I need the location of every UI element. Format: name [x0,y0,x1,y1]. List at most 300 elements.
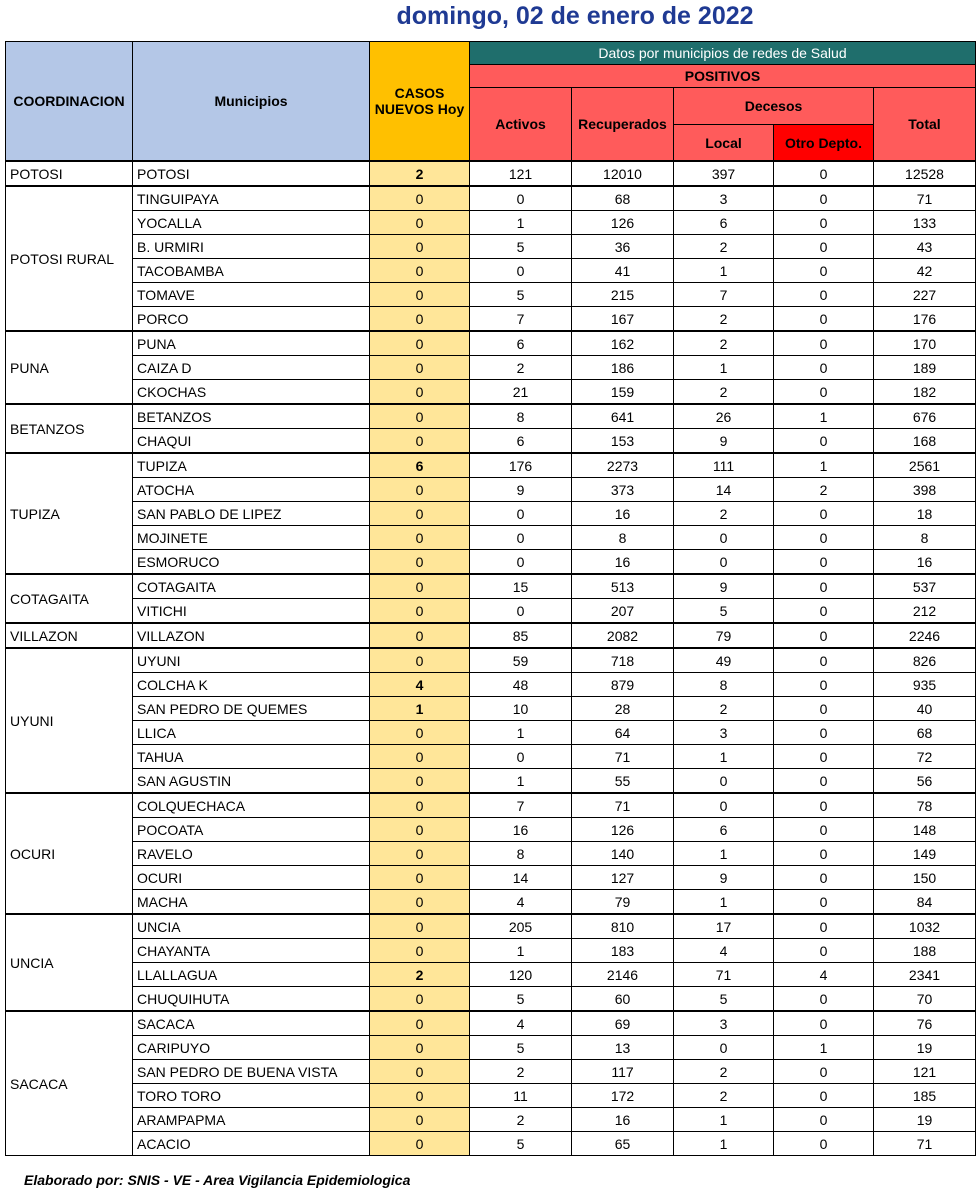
decesos-otro-cell: 0 [774,380,874,405]
decesos-otro-cell: 0 [774,1132,874,1156]
decesos-otro-cell: 0 [774,1011,874,1036]
total-cell: 84 [874,890,976,915]
total-cell: 188 [874,939,976,963]
recuperados-cell: 16 [572,550,674,575]
municipio-cell: YOCALLA [133,211,370,235]
total-cell: 168 [874,429,976,454]
municipio-cell: VITICHI [133,599,370,624]
municipio-cell: CHAYANTA [133,939,370,963]
table-row [6,380,976,405]
decesos-otro-cell: 0 [774,648,874,673]
activos-cell: 85 [470,623,572,648]
casos-nuevos-cell: 0 [370,721,470,745]
municipio-cell: SAN PEDRO DE BUENA VISTA [133,1060,370,1084]
decesos-local-cell: 0 [674,550,774,575]
municipio-cell: SACACA [133,1011,370,1036]
casos-nuevos-cell: 0 [370,745,470,769]
casos-nuevos-cell: 0 [370,550,470,575]
total-cell: 78 [874,793,976,818]
decesos-local-cell: 2 [674,502,774,526]
activos-cell: 11 [470,1084,572,1108]
recuperados-cell: 167 [572,307,674,332]
decesos-local-cell: 7 [674,283,774,307]
table-row [6,623,976,648]
recuperados-cell: 810 [572,914,674,939]
decesos-local-cell: 4 [674,939,774,963]
total-cell: 43 [874,235,976,259]
decesos-local-cell: 1 [674,259,774,283]
casos-nuevos-cell: 0 [370,356,470,380]
municipio-cell: ESMORUCO [133,550,370,575]
activos-cell: 8 [470,404,572,429]
municipio-cell: UYUNI [133,648,370,673]
casos-nuevos-cell: 0 [370,599,470,624]
activos-cell: 1 [470,721,572,745]
decesos-otro-cell: 1 [774,453,874,478]
table-row [6,793,976,818]
table-row [6,866,976,890]
table-row [6,769,976,794]
casos-nuevos-cell: 0 [370,866,470,890]
casos-nuevos-cell: 0 [370,235,470,259]
decesos-otro-cell: 0 [774,599,874,624]
activos-cell: 121 [470,161,572,186]
activos-cell: 1 [470,939,572,963]
recuperados-cell: 641 [572,404,674,429]
decesos-local-cell: 2 [674,1060,774,1084]
casos-nuevos-cell: 6 [370,453,470,478]
municipio-cell: POCOATA [133,818,370,842]
recuperados-cell: 71 [572,793,674,818]
total-cell: 40 [874,697,976,721]
decesos-otro-cell: 0 [774,987,874,1012]
casos-nuevos-cell: 0 [370,1036,470,1060]
coordinacion-cell: UNCIA [6,914,133,1011]
decesos-local-cell: 8 [674,673,774,697]
casos-nuevos-cell: 0 [370,404,470,429]
recuperados-cell: 79 [572,890,674,915]
decesos-local-cell: 9 [674,574,774,599]
municipio-cell: SAN PABLO DE LIPEZ [133,502,370,526]
total-cell: 149 [874,842,976,866]
header-datos: Datos por municipios de redes de Salud [470,42,976,65]
total-cell: 19 [874,1036,976,1060]
decesos-local-cell: 2 [674,1084,774,1108]
municipio-cell: LLALLAGUA [133,963,370,987]
municipio-cell: CHAQUI [133,429,370,454]
activos-cell: 2 [470,356,572,380]
casos-nuevos-cell: 0 [370,1132,470,1156]
recuperados-cell: 71 [572,745,674,769]
page-title: domingo, 02 de enero de 2022 [396,2,754,30]
table-row [6,1036,976,1060]
table-row [6,502,976,526]
decesos-otro-cell: 4 [774,963,874,987]
municipio-cell: MOJINETE [133,526,370,550]
casos-nuevos-cell: 0 [370,307,470,332]
activos-cell: 0 [470,526,572,550]
casos-nuevos-cell: 0 [370,1060,470,1084]
activos-cell: 48 [470,673,572,697]
municipio-cell: COLQUECHACA [133,793,370,818]
activos-cell: 0 [470,550,572,575]
recuperados-cell: 127 [572,866,674,890]
decesos-local-cell: 26 [674,404,774,429]
recuperados-cell: 65 [572,1132,674,1156]
recuperados-cell: 55 [572,769,674,794]
recuperados-cell: 12010 [572,161,674,186]
total-cell: 16 [874,550,976,575]
table-row [6,1060,976,1084]
recuperados-cell: 41 [572,259,674,283]
municipio-cell: CARIPUYO [133,1036,370,1060]
activos-cell: 0 [470,259,572,283]
casos-nuevos-cell: 0 [370,186,470,211]
decesos-otro-cell: 0 [774,745,874,769]
recuperados-cell: 28 [572,697,674,721]
coordinacion-cell: BETANZOS [6,404,133,453]
activos-cell: 0 [470,599,572,624]
coordinacion-cell: COTAGAITA [6,574,133,623]
total-cell: 826 [874,648,976,673]
decesos-otro-cell: 0 [774,211,874,235]
municipio-cell: TOMAVE [133,283,370,307]
casos-nuevos-cell: 1 [370,697,470,721]
decesos-otro-cell: 0 [774,673,874,697]
table-row [6,818,976,842]
coordinacion-cell: POTOSI [6,161,133,186]
decesos-otro-cell: 0 [774,550,874,575]
recuperados-cell: 172 [572,1084,674,1108]
activos-cell: 1 [470,211,572,235]
recuperados-cell: 60 [572,987,674,1012]
activos-cell: 5 [470,1036,572,1060]
casos-nuevos-cell: 0 [370,793,470,818]
recuperados-cell: 373 [572,478,674,502]
casos-nuevos-cell: 0 [370,623,470,648]
recuperados-cell: 64 [572,721,674,745]
casos-nuevos-cell: 2 [370,963,470,987]
table-row [6,745,976,769]
header-total: Total [874,88,976,162]
decesos-otro-cell: 0 [774,283,874,307]
activos-cell: 176 [470,453,572,478]
total-cell: 70 [874,987,976,1012]
table-row [6,963,976,987]
table-row [6,186,976,211]
total-cell: 148 [874,818,976,842]
municipio-cell: COLCHA K [133,673,370,697]
decesos-otro-cell: 0 [774,939,874,963]
recuperados-cell: 2082 [572,623,674,648]
decesos-otro-cell: 0 [774,331,874,356]
decesos-otro-cell: 0 [774,623,874,648]
municipio-cell: ATOCHA [133,478,370,502]
municipio-cell: TUPIZA [133,453,370,478]
activos-cell: 5 [470,987,572,1012]
decesos-local-cell: 14 [674,478,774,502]
decesos-otro-cell: 0 [774,429,874,454]
total-cell: 71 [874,186,976,211]
table-row [6,478,976,502]
decesos-local-cell: 17 [674,914,774,939]
municipio-cell: CKOCHAS [133,380,370,405]
table-row [6,550,976,575]
municipio-cell: CHUQUIHUTA [133,987,370,1012]
total-cell: 76 [874,1011,976,1036]
decesos-otro-cell: 0 [774,890,874,915]
coordinacion-cell: VILLAZON [6,623,133,648]
total-cell: 121 [874,1060,976,1084]
decesos-otro-cell: 0 [774,259,874,283]
total-cell: 176 [874,307,976,332]
decesos-local-cell: 111 [674,453,774,478]
activos-cell: 1 [470,769,572,794]
header-decesos: Decesos [674,88,874,125]
total-cell: 72 [874,745,976,769]
recuperados-cell: 126 [572,211,674,235]
recuperados-cell: 183 [572,939,674,963]
coordinacion-cell: POTOSI RURAL [6,186,133,331]
decesos-local-cell: 5 [674,987,774,1012]
municipio-cell: UNCIA [133,914,370,939]
table-row [6,939,976,963]
header-municipios: Municipios [133,42,370,162]
casos-nuevos-cell: 0 [370,478,470,502]
table-row [6,697,976,721]
decesos-local-cell: 0 [674,793,774,818]
decesos-otro-cell: 0 [774,526,874,550]
activos-cell: 16 [470,818,572,842]
decesos-local-cell: 9 [674,429,774,454]
recuperados-cell: 13 [572,1036,674,1060]
decesos-local-cell: 1 [674,1132,774,1156]
recuperados-cell: 153 [572,429,674,454]
decesos-local-cell: 71 [674,963,774,987]
decesos-local-cell: 0 [674,526,774,550]
table-body [6,161,976,1156]
coordinacion-cell: UYUNI [6,648,133,793]
municipio-cell: B. URMIRI [133,235,370,259]
decesos-local-cell: 49 [674,648,774,673]
table-row [6,1084,976,1108]
table-row [6,283,976,307]
casos-nuevos-cell: 0 [370,283,470,307]
decesos-local-cell: 0 [674,1036,774,1060]
decesos-otro-cell: 0 [774,914,874,939]
decesos-local-cell: 0 [674,769,774,794]
table-row [6,1011,976,1036]
activos-cell: 10 [470,697,572,721]
table-row [6,721,976,745]
recuperados-cell: 16 [572,502,674,526]
activos-cell: 4 [470,890,572,915]
municipio-cell: VILLAZON [133,623,370,648]
casos-nuevos-cell: 0 [370,890,470,915]
casos-nuevos-cell: 0 [370,769,470,794]
activos-cell: 7 [470,793,572,818]
activos-cell: 5 [470,1132,572,1156]
table-row [6,356,976,380]
casos-nuevos-cell: 0 [370,914,470,939]
casos-nuevos-cell: 0 [370,842,470,866]
total-cell: 42 [874,259,976,283]
activos-cell: 9 [470,478,572,502]
casos-nuevos-cell: 0 [370,1108,470,1132]
municipio-cell: SAN PEDRO DE QUEMES [133,697,370,721]
total-cell: 170 [874,331,976,356]
recuperados-cell: 2146 [572,963,674,987]
total-cell: 133 [874,211,976,235]
decesos-local-cell: 3 [674,1011,774,1036]
decesos-local-cell: 6 [674,818,774,842]
total-cell: 2246 [874,623,976,648]
decesos-otro-cell: 0 [774,235,874,259]
decesos-otro-cell: 0 [774,793,874,818]
recuperados-cell: 36 [572,235,674,259]
total-cell: 19 [874,1108,976,1132]
casos-nuevos-cell: 0 [370,211,470,235]
total-cell: 189 [874,356,976,380]
activos-cell: 14 [470,866,572,890]
total-cell: 56 [874,769,976,794]
municipio-cell: OCURI [133,866,370,890]
casos-nuevos-cell: 0 [370,818,470,842]
municipio-cell: TINGUIPAYA [133,186,370,211]
activos-cell: 6 [470,429,572,454]
activos-cell: 5 [470,283,572,307]
total-cell: 71 [874,1132,976,1156]
casos-nuevos-cell: 0 [370,1011,470,1036]
municipio-cell: COTAGAITA [133,574,370,599]
decesos-otro-cell: 0 [774,1060,874,1084]
recuperados-cell: 215 [572,283,674,307]
decesos-otro-cell: 0 [774,866,874,890]
decesos-local-cell: 3 [674,721,774,745]
casos-nuevos-cell: 0 [370,331,470,356]
header-local: Local [674,125,774,162]
header-positivos: POSITIVOS [470,65,976,88]
activos-cell: 15 [470,574,572,599]
decesos-otro-cell: 1 [774,1036,874,1060]
table-row [6,648,976,673]
activos-cell: 7 [470,307,572,332]
total-cell: 1032 [874,914,976,939]
table-row [6,404,976,429]
recuperados-cell: 16 [572,1108,674,1132]
total-cell: 12528 [874,161,976,186]
activos-cell: 8 [470,842,572,866]
footer-credit: Elaborado por: SNIS - VE - Area Vigilancia Epidemiologica [24,1172,411,1188]
total-cell: 18 [874,502,976,526]
municipio-cell: ARAMPAPMA [133,1108,370,1132]
table-row [6,890,976,915]
casos-nuevos-cell: 4 [370,673,470,697]
municipio-cell: PORCO [133,307,370,332]
decesos-local-cell: 5 [674,599,774,624]
recuperados-cell: 2273 [572,453,674,478]
coordinacion-cell: TUPIZA [6,453,133,574]
recuperados-cell: 68 [572,186,674,211]
recuperados-cell: 159 [572,380,674,405]
municipio-cell: TACOBAMBA [133,259,370,283]
table-row [6,235,976,259]
activos-cell: 6 [470,331,572,356]
decesos-otro-cell: 0 [774,818,874,842]
total-cell: 68 [874,721,976,745]
header-recuperados: Recuperados [572,88,674,162]
total-cell: 537 [874,574,976,599]
coordinacion-cell: OCURI [6,793,133,914]
activos-cell: 0 [470,502,572,526]
recuperados-cell: 879 [572,673,674,697]
table-row [6,1108,976,1132]
decesos-local-cell: 3 [674,186,774,211]
total-cell: 8 [874,526,976,550]
municipio-cell: TORO TORO [133,1084,370,1108]
table-row [6,842,976,866]
recuperados-cell: 186 [572,356,674,380]
casos-nuevos-cell: 0 [370,1084,470,1108]
table-row [6,1132,976,1156]
decesos-local-cell: 1 [674,745,774,769]
decesos-otro-cell: 1 [774,404,874,429]
table-row [6,161,976,186]
decesos-otro-cell: 0 [774,697,874,721]
decesos-otro-cell: 0 [774,769,874,794]
recuperados-cell: 69 [572,1011,674,1036]
casos-nuevos-cell: 0 [370,648,470,673]
municipio-cell: MACHA [133,890,370,915]
municipio-cell: LLICA [133,721,370,745]
casos-nuevos-cell: 0 [370,987,470,1012]
table-row [6,331,976,356]
total-cell: 185 [874,1084,976,1108]
decesos-otro-cell: 0 [774,502,874,526]
decesos-otro-cell: 2 [774,478,874,502]
municipio-cell: TAHUA [133,745,370,769]
casos-nuevos-cell: 0 [370,574,470,599]
recuperados-cell: 513 [572,574,674,599]
municipio-cell: CAIZA D [133,356,370,380]
activos-cell: 205 [470,914,572,939]
total-cell: 212 [874,599,976,624]
header-activos: Activos [470,88,572,162]
table-row [6,987,976,1012]
decesos-otro-cell: 0 [774,574,874,599]
activos-cell: 120 [470,963,572,987]
activos-cell: 2 [470,1060,572,1084]
activos-cell: 21 [470,380,572,405]
casos-nuevos-cell: 0 [370,939,470,963]
decesos-local-cell: 1 [674,842,774,866]
recuperados-cell: 162 [572,331,674,356]
table-row [6,429,976,454]
table-row [6,914,976,939]
recuperados-cell: 718 [572,648,674,673]
total-cell: 676 [874,404,976,429]
municipio-cell: BETANZOS [133,404,370,429]
activos-cell: 2 [470,1108,572,1132]
total-cell: 150 [874,866,976,890]
decesos-otro-cell: 0 [774,1108,874,1132]
municipio-cell: POTOSI [133,161,370,186]
total-cell: 2341 [874,963,976,987]
decesos-local-cell: 1 [674,1108,774,1132]
header-casos-nuevos [370,42,470,162]
decesos-otro-cell: 0 [774,842,874,866]
casos-nuevos-cell: 0 [370,526,470,550]
